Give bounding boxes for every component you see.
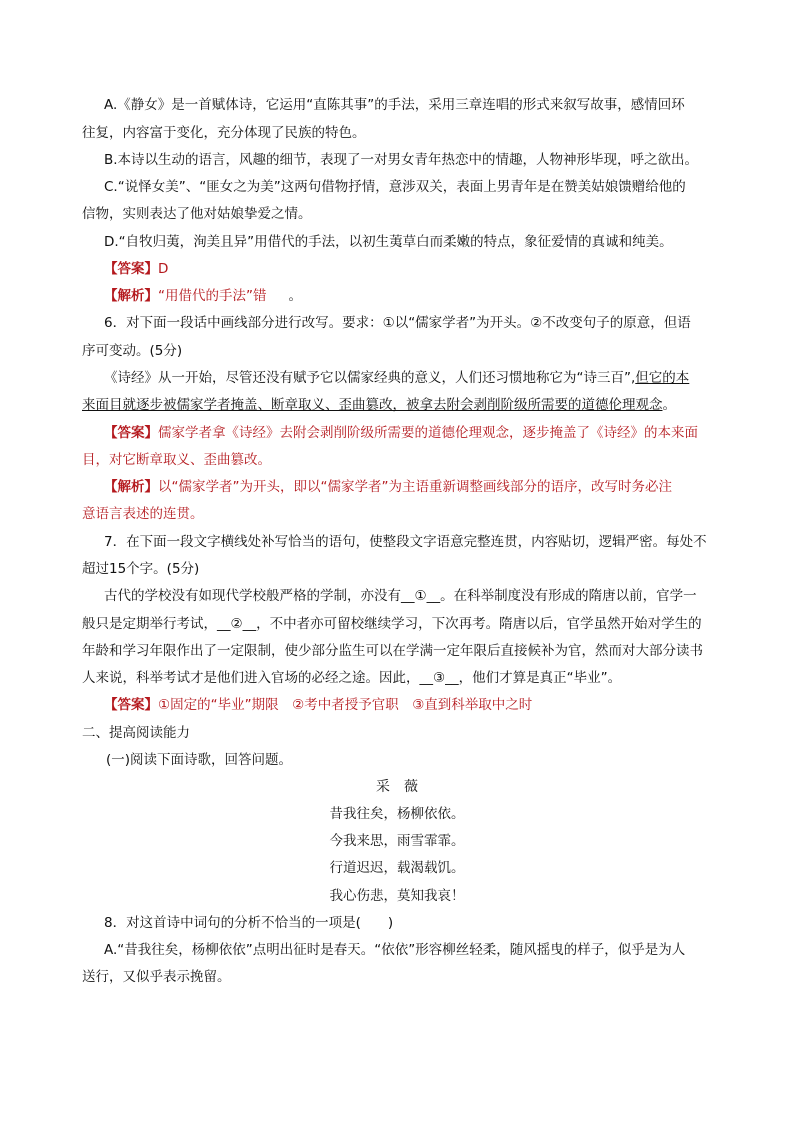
answer-label: 【答案】 <box>104 697 158 713</box>
passage-text: 。在科举制度没有形成的隋唐以前，官学一 <box>440 588 697 604</box>
poem-line: 行道迟迟，载渴载饥。 <box>329 860 465 876</box>
answer-text: ①固定的“毕业”期限 ②考中者授予官职 ③直到科举取中之时 <box>158 697 533 713</box>
option-d: D.“自牧归荑，洵美且异”用借代的手法，以初生荑草白而柔嫩的特点，象征爱情的真诚和纯美。 <box>104 234 673 250</box>
poem-title: 采 薇 <box>376 779 418 795</box>
q7-passage-line4 <box>82 668 722 688</box>
passage-end: 。 <box>662 397 676 413</box>
option-b: B.本诗以生动的语言，风趣的细节，表现了一对男女青年热恋中的情趣，人物神形毕现，呼之欲出。 <box>104 152 699 168</box>
section-subtitle: (一)阅读下面诗歌，回答问题。 <box>106 752 293 768</box>
q6-prompt-line1: 6．对下面一段话中画线部分进行改写。要求：①以“儒家学者”为开头。②不改变句子的原意，但语 <box>104 315 691 331</box>
blank-2: __②__ <box>217 616 257 632</box>
option-c-line1: C.“说怿女美”、“匪女之为美”这两句借物抒情，意涉双关，表面上男青年是在赞美姑娘馈赠给他的 <box>104 179 686 195</box>
q7-passage-line3: 年龄和学习年限作出了一定限制，使少部分监生可以在学满一定年限后直接候补为官，然而对大部分读书 <box>82 643 703 659</box>
passage-text: ，他们才算是真正“毕业”。 <box>458 670 622 686</box>
passage-underlined: 来面目就逐步被儒家学者掩盖、断章取义、歪曲篡改，被拿去附会剥削阶级所需要的道德伦理观念 <box>82 397 663 413</box>
option-a-line2: 往复，内容富于变化，充分体现了民族的特色。 <box>82 125 366 141</box>
answer-text: D <box>158 261 169 277</box>
q6-answer-line2: 目，对它断章取义、歪曲篡改。 <box>82 452 271 468</box>
q6-passage-line2 <box>82 395 722 415</box>
analysis-label: 【解析】 <box>104 479 158 495</box>
poem-line: 我心伤悲，莫知我哀！ <box>329 888 465 904</box>
analysis-text: 以“儒家学者”为开头，即以“儒家学者”为主语重新调整画线部分的语序，改写时务必注 <box>158 479 672 495</box>
analysis-end: 。 <box>288 288 302 304</box>
q8-prompt: 8．对这首诗中词句的分析不恰当的一项是( ) <box>104 915 394 931</box>
q8-option-a-line1: A.“昔我往矣，杨柳依依”点明出征时是春天。“依依”形容柳丝轻柔，随风摇曳的样子，似乎是为人 <box>104 942 686 958</box>
q6-prompt-line2: 序可变动。(5分) <box>82 343 183 359</box>
poem-line: 昔我往矣，杨柳依依。 <box>329 806 465 822</box>
passage-text: 人来说，科举考试才是他们进入官场的必经之途。因此， <box>82 670 420 686</box>
analysis-text: “用借代的手法”错 <box>158 288 267 304</box>
q5-analysis <box>104 286 744 306</box>
q6-answer-line1 <box>104 423 744 443</box>
answer-label: 【答案】 <box>104 261 158 277</box>
passage-text: 般只是定期举行考试， <box>82 616 217 632</box>
option-c-line2: 信物，实则表达了他对姑娘挚爱之情。 <box>82 206 312 222</box>
analysis-label: 【解析】 <box>104 288 158 304</box>
blank-1: __①__ <box>401 588 441 604</box>
option-a-line1: A.《静女》是一首赋体诗，它运用“直陈其事”的手法，采用三章连唱的形式来叙写故事，感情回环 <box>104 97 685 113</box>
q6-analysis-line2: 意语言表述的连贯。 <box>82 506 204 522</box>
passage-text: ，不中者亦可留校继续学习，下次再考。隋唐以后，官学虽然开始对学生的 <box>256 616 702 632</box>
section-title: 二、提高阅读能力 <box>82 725 190 741</box>
answer-label: 【答案】 <box>104 425 158 441</box>
q7-prompt-line1: 7．在下面一段文字横线处补写恰当的语句，使整段文字语意完整连贯，内容贴切，逻辑严密。每处不 <box>104 534 707 550</box>
q8-option-a-line2: 送行，又似乎表示挽留。 <box>82 969 231 985</box>
q5-answer <box>104 259 744 279</box>
blank-3: __③__ <box>419 670 459 686</box>
answer-text: 儒家学者拿《诗经》去附会剥削阶级所需要的道德伦理观念，逐步掩盖了《诗经》的本来面 <box>158 425 698 441</box>
q7-passage-line2 <box>82 614 722 634</box>
q6-analysis-line1 <box>104 477 744 497</box>
poem-line: 今我来思，雨雪霏霏。 <box>329 833 465 849</box>
q6-passage-line1 <box>104 368 744 388</box>
q7-prompt-line2: 超过15个字。(5分) <box>82 561 200 577</box>
passage-text: 古代的学校没有如现代学校般严格的学制，亦没有 <box>104 588 401 604</box>
passage-underlined: 但它的本 <box>635 370 690 386</box>
q7-answer <box>104 695 744 715</box>
q7-passage-line1 <box>104 586 744 606</box>
passage-plain: 《诗经》从一开始，尽管还没有赋予它以儒家经典的意义，人们还习惯地称它为“诗三百”, <box>104 370 636 386</box>
